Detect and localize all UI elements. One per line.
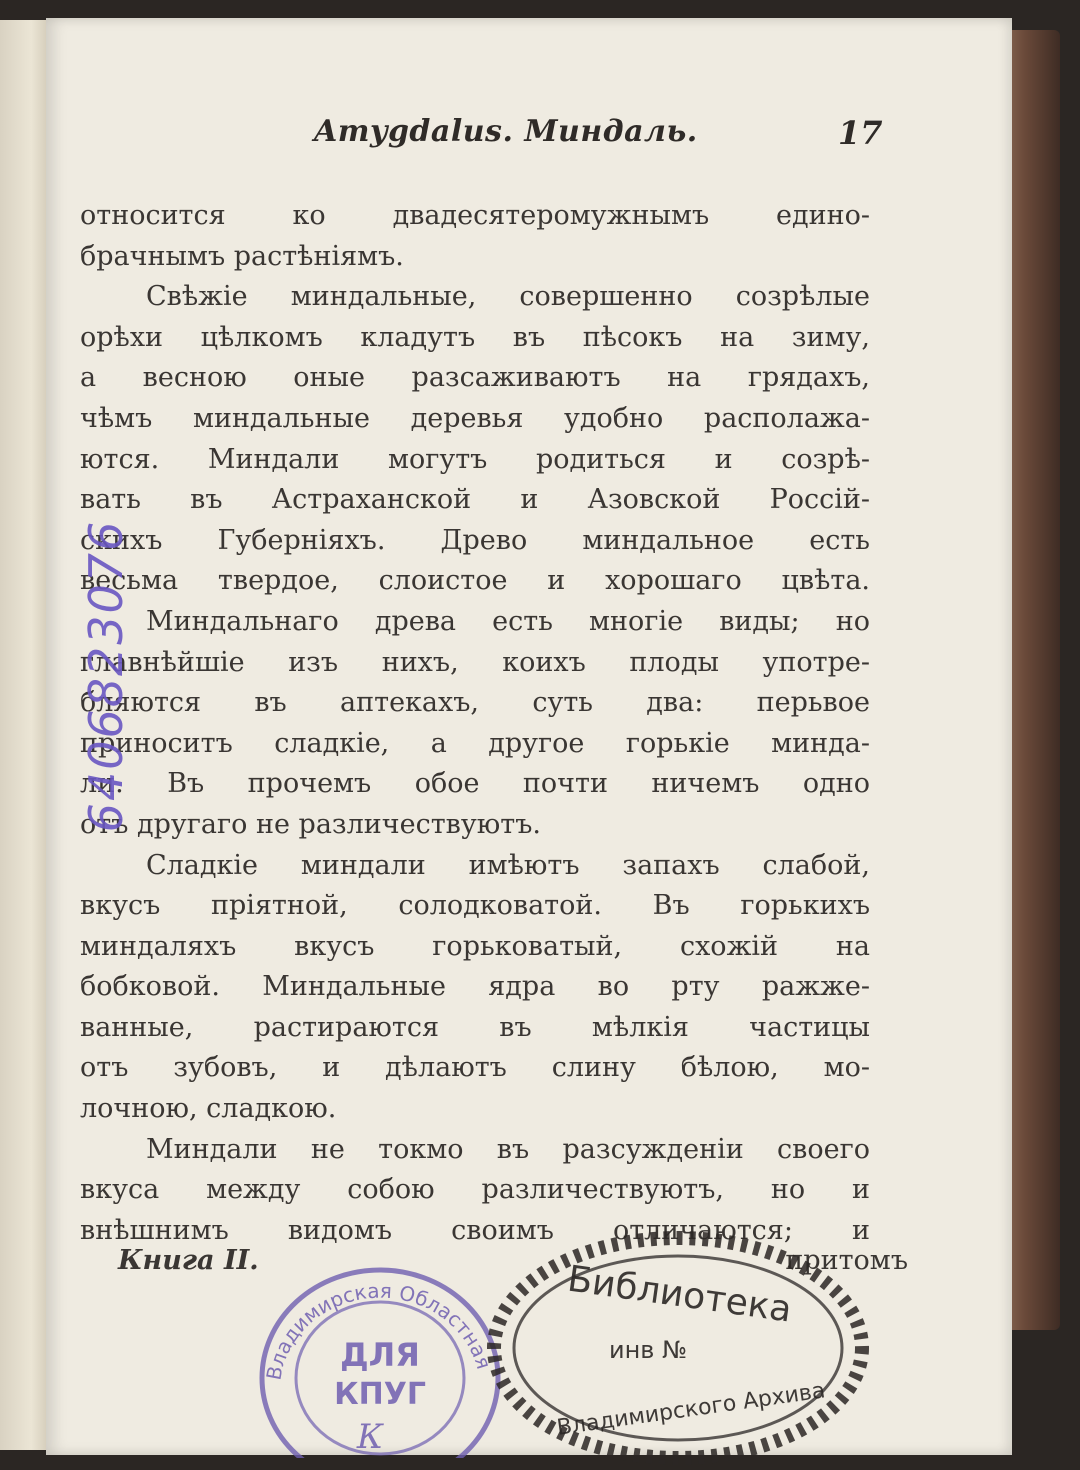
running-head <box>46 114 1012 158</box>
text-line: орѣхи цѣлкомъ кладутъ въ пѣсокъ на зиму, <box>80 321 870 353</box>
running-title: Amygdalus. Миндаль. <box>314 114 698 149</box>
svg-text:инв №: инв № <box>608 1336 688 1364</box>
svg-text:КПУГ: КПУГ <box>334 1377 426 1412</box>
text-line: ли. Въ прочемъ обое почти ничемъ одно <box>80 768 870 800</box>
svg-text:ДЛЯ: ДЛЯ <box>340 1336 420 1374</box>
text-line: Миндали не токмо въ разсужденiи своего <box>146 1133 870 1165</box>
svg-text:Библиотека: Библиотека <box>565 1258 795 1331</box>
gear-stamp-drawing <box>478 1226 878 1466</box>
text-line: Свѣжiе миндальные, совершенно созрѣлые <box>146 281 870 313</box>
text-line: ванные, растираются въ мѣлкiя частицы <box>80 1011 870 1043</box>
text-line: внѣшнимъ видомъ своимъ отличаются; и <box>80 1214 870 1246</box>
archive-gear-stamp <box>478 1226 878 1466</box>
signature-mark: Книга II. <box>118 1245 259 1276</box>
catchword: притомъ <box>785 1245 908 1276</box>
svg-text:Владимирская Областная: Владимирская Областная <box>261 1278 497 1382</box>
svg-text:Владимирского Архива: Владимирского Архива <box>555 1378 827 1441</box>
text-line: скихъ Губернiяхъ. Древо миндальное есть <box>80 524 870 556</box>
text-line: ются. Миндали могутъ родиться и созрѣ- <box>80 443 870 475</box>
text-line: брачнымъ растѣнiямъ. <box>80 240 404 272</box>
page-number: 17 <box>838 114 883 152</box>
text-line: весьма твердое, слоистое и хорошаго цвѣта. <box>80 565 870 597</box>
text-line: бобковой. Миндальные ядра во рту ражже- <box>80 971 870 1003</box>
text-line: Миндальнаго древа есть многiе виды; но <box>146 605 870 637</box>
handwritten-inventory-number <box>82 486 152 866</box>
text-line: главнѣйшiе изъ нихъ, коихъ плоды употре- <box>80 646 870 678</box>
text-line: чѣмъ миндальные деревья удобно располажа- <box>80 402 870 434</box>
handwritten-number-drawing <box>82 486 152 866</box>
text-line: относится ко двадесятеромужнымъ едино- <box>80 200 870 231</box>
book-page <box>46 18 1012 1455</box>
text-line: вкусъ прiятной, солодковатой. Въ горькихъ <box>80 890 870 922</box>
text-line: миндаляхъ вкусъ горьковатый, схожiй на <box>80 930 870 962</box>
facing-page-edge <box>0 20 52 1450</box>
text-line: а весною оные разсаживаютъ на грядахъ, <box>80 362 870 394</box>
round-stamp-drawing <box>246 1258 508 1458</box>
text-line: вать въ Астраханской и Азовской Россiй- <box>80 484 870 516</box>
text-line: отъ зубовъ, и дѣлаютъ слину бѣлою, мо- <box>80 1052 870 1084</box>
text-line: бляются въ аптекахъ, суть два: перьвое <box>80 687 870 719</box>
round-library-stamp <box>246 1258 508 1458</box>
svg-text:К: К <box>356 1417 384 1457</box>
text-line: отъ другаго не различествуютъ. <box>80 808 541 840</box>
text-line: Сладкiе миндали имѣютъ запахъ слабой, <box>146 849 870 881</box>
svg-text:6406823076: 6406823076 <box>82 519 133 833</box>
text-line: приноситъ сладкiе, а другое горькiе минда- <box>80 727 870 759</box>
body-text <box>80 196 870 1251</box>
text-line: лочною, сладкою. <box>80 1093 337 1125</box>
text-line: вкуса между собою различествуютъ, но и <box>80 1174 870 1206</box>
